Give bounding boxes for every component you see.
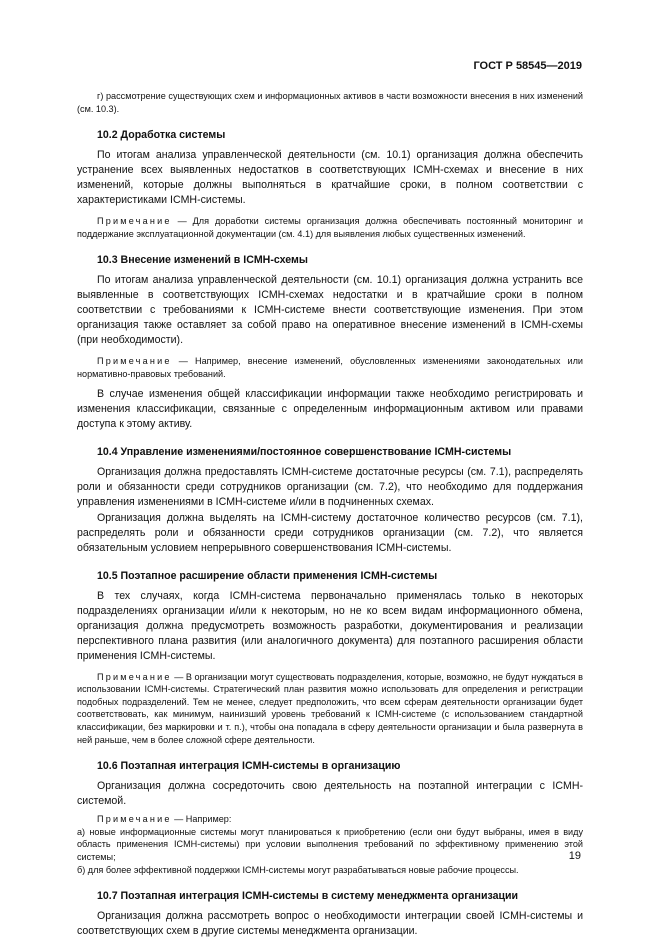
note-label: Примечание — [97, 356, 172, 367]
note-item-a: а) новые информационные системы могут планироваться к приобретению (если они будут выбраны, имея в виду область применения ICMH-системы) при условии выполнения требований по эффективному применению этой системы; — [77, 826, 583, 862]
page-number: 19 — [568, 850, 581, 862]
section-10-5-paragraph: В тех случаях, когда ICMH-система первоначально применялась только в некоторых подразделениях организации и/или к некоторым, но не ко всем видам информационного обмена, организация должна предусмотреть возможность разработки, документирования и реализации перспективного плана развития (или аналогичного документа) для поэтапного расширения области применения ICMH-системы. — [77, 589, 583, 662]
note-label: Примечание — [97, 671, 172, 682]
note-label: Примечание — [97, 814, 172, 825]
note-text: — Для доработки системы организация должна обеспечивать постоянный мониторинг и поддержание эксплуатационной документации (см. 4.1) для выявления любых существенных изменений. — [77, 216, 583, 239]
section-10-6-note — [77, 813, 583, 826]
note-text: — В организации могут существовать подразделения, которые, возможно, не будут нуждаться в использовании ICMH-системы. Стратегический план развития можно использовать для определения и регистрации подобных подразделений. Тем не менее, следует предположить, что всем сферам деятельности организации будет соответствовать, как минимум, наинизший уровень требований к ICMH-системе (с использованием стандартной классификации, без маркировки и т. п.), чтобы она попадала в сферу деятельности организации и была развернута в ней раньше, чем в более сложной сфере деятельности. — [77, 671, 583, 745]
section-10-6-paragraph: Организация должна сосредоточить свою деятельность на поэтапной интеграции с ICMH-системой. — [77, 780, 583, 808]
note-text: — Например: — [171, 814, 232, 825]
standard-header: ГОСТ Р 58545—2019 — [473, 60, 582, 72]
section-10-4-paragraph-1: Организация должна предоставлять ICMH-системе достаточные ресурсы (см. 7.1), распределять роли и обязанности среди сотрудников организации (см. 7.2), что необходимо для поддержания управления изменениями в ICMH-системе и/или в подчиненных схемах. — [77, 465, 583, 508]
section-10-2-heading: 10.2 Доработка системы — [97, 129, 226, 142]
page-content — [77, 90, 583, 940]
section-10-2-note — [77, 215, 583, 240]
note-label: Примечание — [97, 216, 172, 227]
section-10-2-paragraph: По итогам анализа управленческой деятельности (см. 10.1) организация должна обеспечить устранение всех выявленных недостатков в соответствующих ICMH-схемах и внесение в них изменений, которые должны выполняться в кратчайшие сроки, в полном соответствии с характеристиками ICMH-системы. — [77, 149, 583, 207]
section-10-5-heading: 10.5 Поэтапное расширение области применения ICMH-системы — [97, 569, 438, 582]
section-10-4-heading: 10.4 Управление изменениями/постоянное совершенствование ICMH-системы — [97, 445, 512, 458]
section-10-6-heading: 10.6 Поэтапная интеграция ICMH-системы в организацию — [97, 760, 401, 773]
note-item-b: б) для более эффективной поддержки ICMH-системы могут разрабатываться новые рабочие процессы. — [77, 864, 519, 875]
section-10-3-paragraph-2: В случае изменения общей классификации информации также необходимо регистрировать и изменения классификации, связанные с определенным информационным активом или правами доступа к этому активу. — [77, 387, 583, 430]
section-10-3-note — [77, 355, 583, 380]
section-10-7-paragraph: Организация должна рассмотреть вопрос о необходимости интеграции своей ICMH-системы и соответствующих схем в другие системы менеджмента организации. — [77, 910, 583, 938]
section-10-5-note — [77, 671, 583, 747]
note-text: — Например, внесение изменений, обусловленных изменениями законодательных или нормативно-правовых требований. — [77, 356, 583, 379]
section-10-3-paragraph: По итогам анализа управленческой деятельности (см. 10.1) организация должна устранить все выявленные в соответствующих ICMH-схемах недостатки и в кратчайшие сроки в полном соответствии с требованиями к ICMH-системе внести соответствующие изменения. При этом организация также оставляет за собой право на оперативное внесение изменений в ICMH-схемы (при необходимости). — [77, 274, 583, 347]
section-10-7-heading: 10.7 Поэтапная интеграция ICMH-системы в систему менеджмента организации — [97, 890, 519, 903]
section-10-4-paragraph-2: Организация должна выделять на ICMH-систему достаточное количество ресурсов (см. 7.1), распределять роли и обязанности среди сотрудников организации (см. 7.2), что является обязательным условием непрерывного совершенствования ICMH-системы. — [77, 511, 583, 554]
list-item-g: г) рассмотрение существующих схем и информационных активов в части возможности внесения в них изменений (см. 10.3). — [77, 91, 583, 114]
section-10-3-heading: 10.3 Внесение изменений в ICMH-схемы — [97, 254, 308, 267]
